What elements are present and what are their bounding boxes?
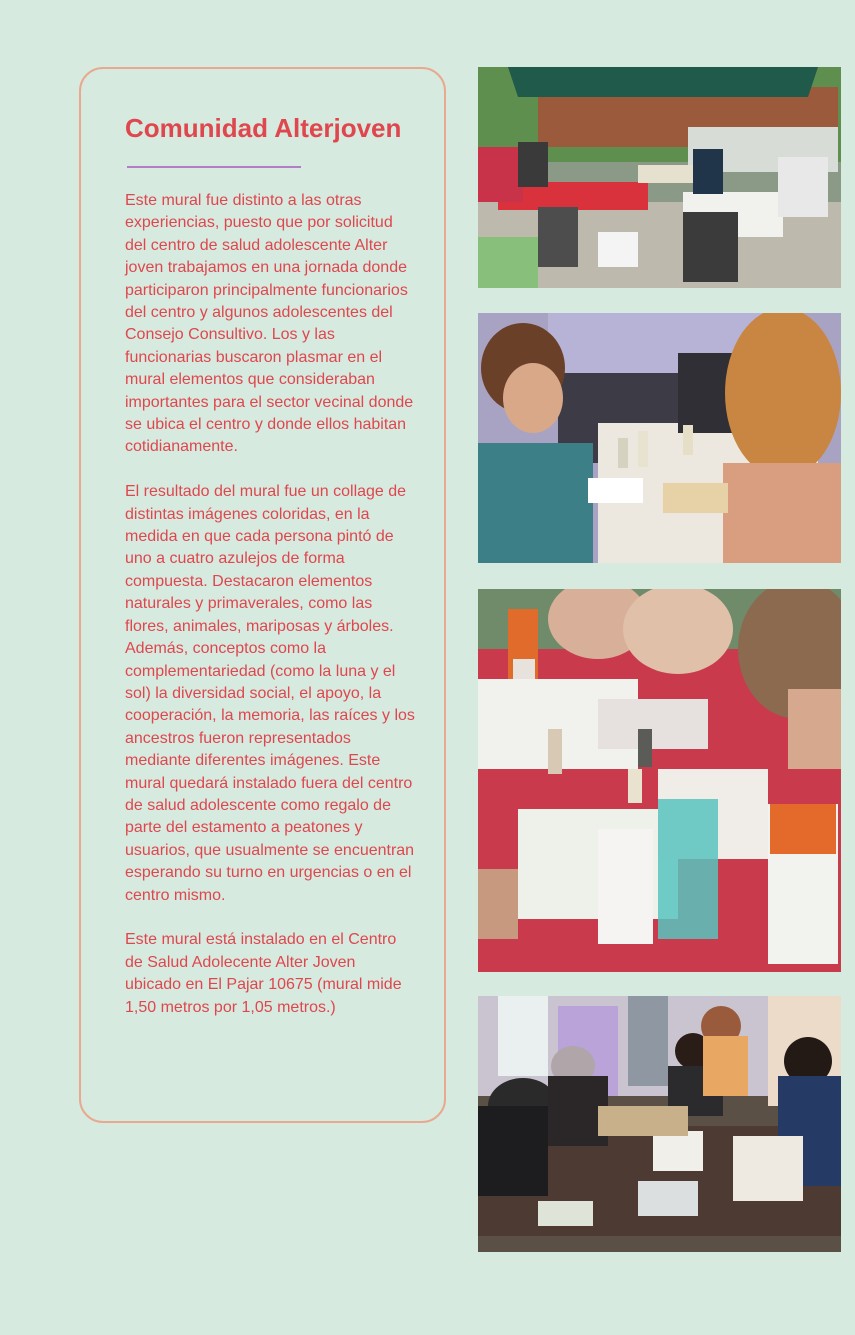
paragraph-intro: Este mural fue distinto a las otras experiencias, puesto que por solicitud del centro de salud adolescente Alter joven trabajamos en una jornada donde participaron principalmente funcionarios del centro y algunos adolescentes del Consejo Consultivo. Los y las funcionarias buscaron plasmar en el mural elementos que consideraban importantes para el sector vecinal donde se ubica el centro y donde ellos habitan cotidianamente. xyxy=(125,192,414,456)
photo-outdoor-workshop xyxy=(478,67,841,288)
body-text xyxy=(125,190,415,1041)
photo-indoor-workshop xyxy=(478,996,841,1252)
title-underline xyxy=(127,166,301,168)
photo-painting-tiles xyxy=(478,589,841,972)
paragraph-result: El resultado del mural fue un collage de distintas imágenes coloridas, en la medida en que cada persona pintó de uno a cuatro azulejos de forma compuesta. Destacaron elementos naturales y primaverales, como las flores, animales, mariposas y árboles. Además, conceptos como la complementariedad (como la luna y el sol) la diversidad social, el apoyo, la cooperación, la memoria, las raíces y los ancestros fueron representados mediante diferentes imágenes. Este mural quedará instalado fuera del centro de salud adolescente como regalo de parte del estamento a peatones y usuarios, que usualmente se encuentran esperando su turno en urgencias o en el centro mismo. xyxy=(125,483,415,904)
photo-child-painting xyxy=(478,313,841,563)
text-card xyxy=(79,67,446,1123)
page-title: Comunidad Alterjoven xyxy=(125,113,402,143)
paragraph-location: Este mural está instalado en el Centro de Salud Adolecente Alter Joven ubicado en El Pajar 10675 (mural mide 1,50 metros por 1,05 metros.) xyxy=(125,931,402,1016)
